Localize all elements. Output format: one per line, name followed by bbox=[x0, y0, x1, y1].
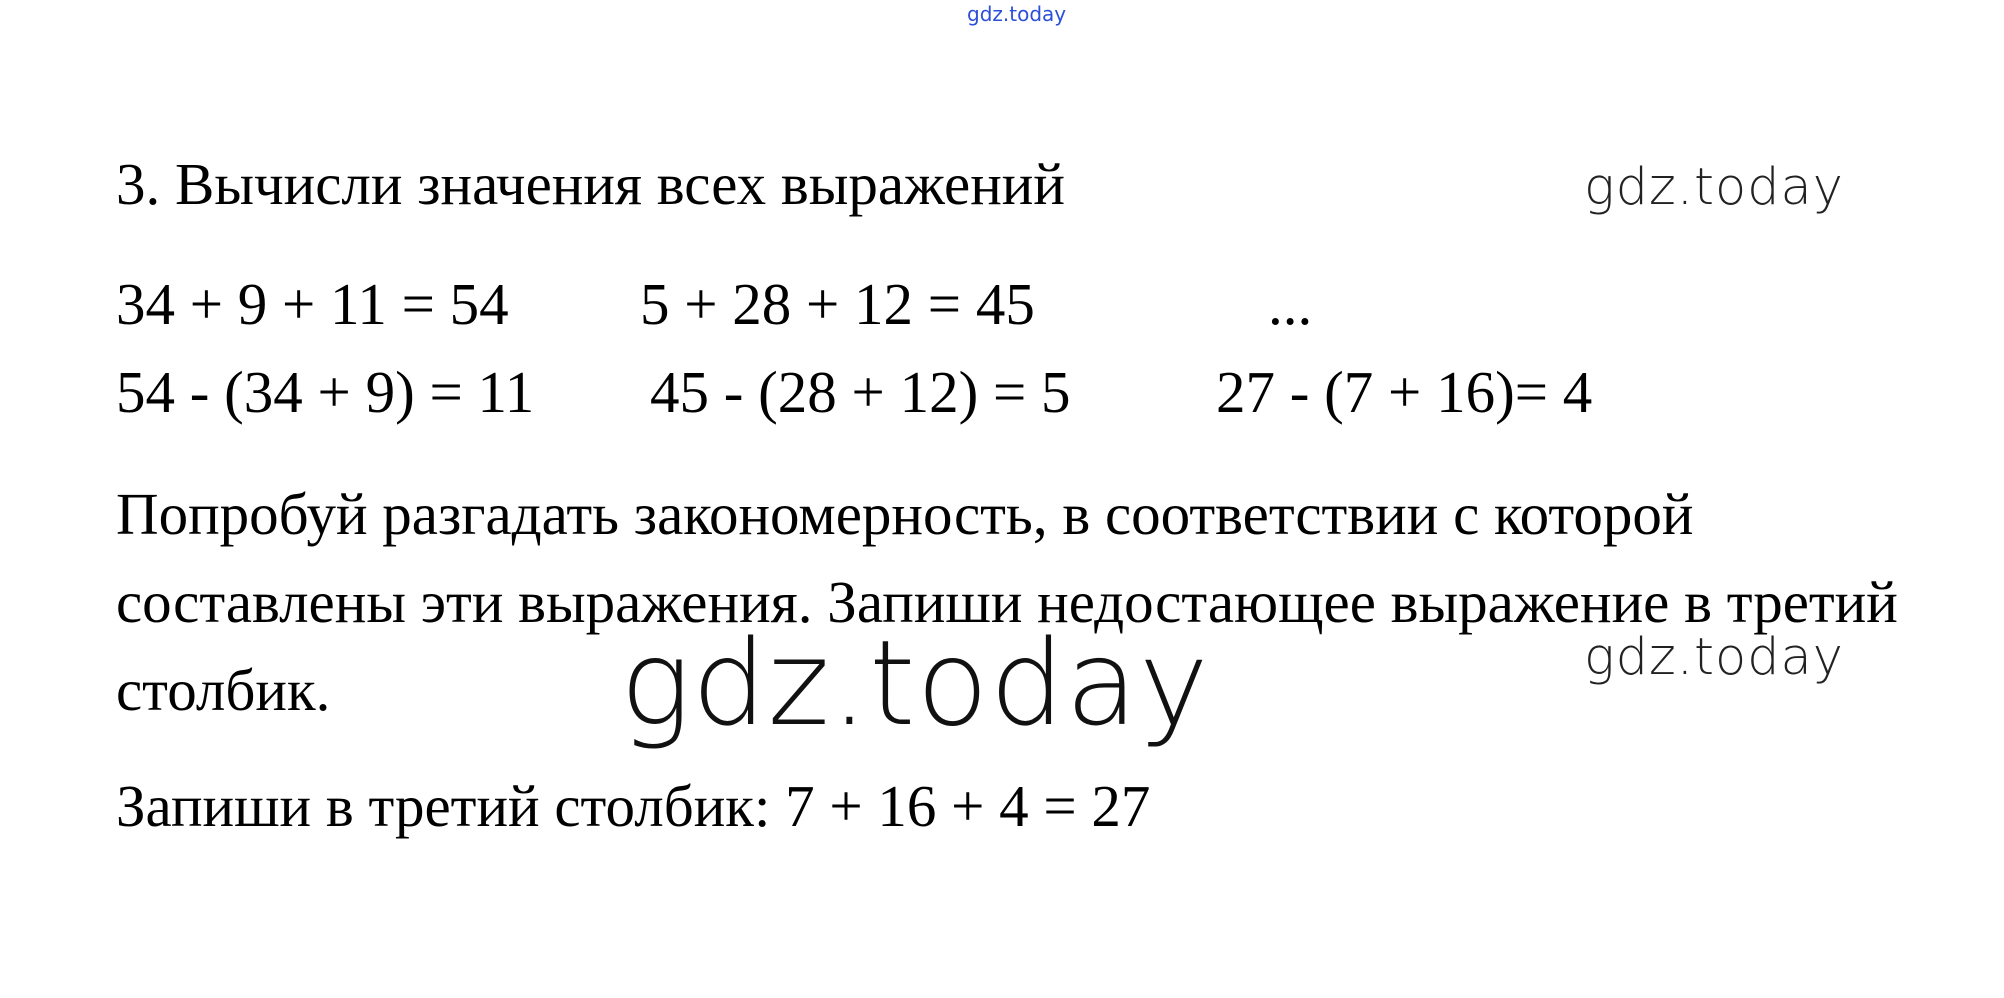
expression-row2-col3: 27 - (7 + 16)= 4 bbox=[1216, 359, 1593, 425]
expression-row2-col1: 54 - (34 + 9) = 11 bbox=[116, 359, 535, 425]
expression-row1-col3-missing: ... bbox=[1268, 271, 1313, 337]
expression-row1-col1: 34 + 9 + 11 = 54 bbox=[116, 271, 509, 337]
expression-row1-col2: 5 + 28 + 12 = 45 bbox=[640, 271, 1035, 337]
watermark-center: gdz.today bbox=[620, 614, 1210, 752]
watermark-top: gdz.today bbox=[967, 2, 1067, 26]
instruction-line: Попробуй разгадать закономерность, в соответствии с которой bbox=[116, 481, 1694, 547]
instruction-line: составлены эти выражения. Запиши недостающее выражение в третий bbox=[116, 569, 1898, 635]
answer-line: Запиши в третий столбик: 7 + 16 + 4 = 27 bbox=[116, 773, 1151, 839]
task-heading: 3. Вычисли значения всех выражений bbox=[116, 151, 1065, 217]
watermark-right-upper: gdz.today bbox=[1584, 158, 1844, 217]
watermark-right-lower: gdz.today bbox=[1584, 628, 1844, 687]
expression-row2-col2: 45 - (28 + 12) = 5 bbox=[650, 359, 1071, 425]
instruction-line: столбик. bbox=[116, 657, 331, 723]
